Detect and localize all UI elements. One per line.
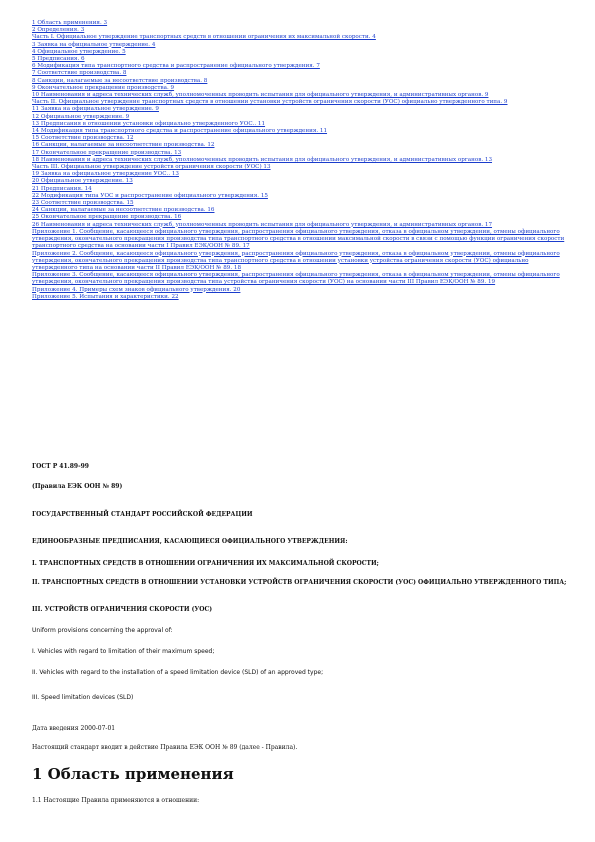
toc-link[interactable]: 16 Санкции, налагаемые за несоответствие производства. 12 xyxy=(32,142,215,149)
toc-link[interactable]: 3 Заявка на официальное утверждение. 4 xyxy=(32,41,156,48)
toc-link[interactable]: Часть II. Официальное утверждение транспортных средств в отношении установки устройств ограничения скорости (УОС) официально утвержденного типа. 9 xyxy=(32,99,508,106)
toc-link[interactable]: 25 Окончательное прекращение производства. 16 xyxy=(32,214,182,221)
english-item-3: III. Speed limitation devices (SLD) xyxy=(32,694,134,701)
toc-link[interactable]: 4 Официальное утверждение. 5 xyxy=(32,48,126,55)
toc-link[interactable]: 6 Модификация типа транспортного средства и распространение официального утверждения. 7 xyxy=(32,63,320,70)
english-item-1: I. Vehicles with regard to limitation of their maximum speed; xyxy=(32,648,215,655)
section-heading: 1 Область применения xyxy=(32,765,234,783)
toc-link[interactable]: 12 Официальное утверждение. 9 xyxy=(32,113,130,120)
toc-link[interactable]: Часть I. Официальное утверждение транспортных средств в отношении ограничения их максимальной скорости. 4 xyxy=(32,34,376,41)
toc-link[interactable]: Часть III. Официальное утверждение устройств ограничения скорости (УОС) 13 xyxy=(32,164,271,171)
toc-link[interactable]: 24 Санкции, налагаемые за несоответствие производства. 16 xyxy=(32,207,215,214)
toc-link[interactable]: 14 Модификация типа транспортного средства и распространение официального утверждения. 11 xyxy=(32,128,328,135)
toc-link[interactable]: 19 Заявка на официальное утверждение УОС.. 13 xyxy=(32,171,179,178)
standard-name: ГОСУДАРСТВЕННЫЙ СТАНДАРТ РОССИЙСКОЙ ФЕДЕРАЦИИ xyxy=(32,511,253,518)
toc-link[interactable]: Приложение 2. Сообщение, касающееся официального утверждения, распространения официального утверждения, отказа в официальном утверждении, отмены официального утверждения, окончательного прекращения производства типа транспортного средства в отношении установки устройства ограничения скорости (УОС) официально утвержденного типа на основании части II Правил ЕЭК/ООН № 89. 18 xyxy=(32,250,560,271)
toc-link[interactable]: 11 Заявка на официальное утверждение. 9 xyxy=(32,106,159,113)
toc-link[interactable]: 23 Соответствие производства. 15 xyxy=(32,200,134,207)
clause-1-1: 1.1 Настоящие Правила применяются в отношении: xyxy=(32,797,200,804)
toc-link[interactable]: 9 Окончательное прекращение производства. 9 xyxy=(32,84,175,91)
toc-link[interactable]: 20 Официальное утверждение. 13 xyxy=(32,178,133,185)
toc-link[interactable]: 1 Область применения. 3 xyxy=(32,20,108,26)
toc-link[interactable]: 22 Модификация типа УОС и распространение официального утверждения. 15 xyxy=(32,192,268,199)
title-part-3: III. УСТРОЙСТВ ОГРАНИЧЕНИЯ СКОРОСТИ (УОС) xyxy=(32,606,213,613)
english-intro: Uniform provisions concerning the approval of: xyxy=(32,627,173,634)
toc-link[interactable]: 17 Окончательное прекращение производства. 13 xyxy=(32,149,182,156)
document-title: ЕДИНООБРАЗНЫЕ ПРЕДПИСАНИЯ, КАСАЮЩИЕСЯ ОФИЦИАЛЬНОГО УТВЕРЖДЕНИЯ: xyxy=(32,538,348,545)
toc-link[interactable]: Приложение 1. Сообщение, касающееся официального утверждения, распространения официального утверждения, отказа в официальном утверждении, отмены официального утверждения, окончательного прекращения производства типа транспортного средства в отношении максимальной скорости в связи с помощью функции ограничения скорости транспортного средства на основании части I Правил ЕЭК/ООН № 89. 17 xyxy=(32,228,565,250)
toc-link[interactable]: 7 Соответствие производства. 8 xyxy=(32,70,127,77)
toc-link[interactable]: 26 Наименования и адреса технических служб, уполномоченных проводить испытания для официального утверждения, и административных органов. 17 xyxy=(32,221,493,228)
introduction-text: Настоящий стандарт вводит в действие Правила ЕЭК ООН № 89 (далее - Правила). xyxy=(32,744,298,751)
toc-link[interactable]: Приложение 4. Примеры схем знаков официального утверждения. 20 xyxy=(32,286,241,293)
rule-reference: (Правила ЕЭК ООН № 89) xyxy=(32,483,123,490)
toc-link[interactable]: 5 Предписания. 6 xyxy=(32,56,85,63)
introduction-date: Дата введения 2000-07-01 xyxy=(32,725,116,732)
title-part-1: I. ТРАНСПОРТНЫХ СРЕДСТВ В ОТНОШЕНИИ ОГРАНИЧЕНИЯ ИХ МАКСИМАЛЬНОЙ СКОРОСТИ; xyxy=(32,560,379,567)
toc-link[interactable]: 21 Предписания. 14 xyxy=(32,185,92,192)
toc-link[interactable]: Приложение 5. Испытания и характеристики. 22 xyxy=(32,293,179,300)
toc-link[interactable]: 8 Санкции, налагаемые за несоответствие производства. 8 xyxy=(32,77,208,84)
toc-link[interactable]: 13 Предписания в отношении установки официально утвержденного УОС.. 11 xyxy=(32,120,266,127)
toc-link[interactable]: 18 Наименования и адреса технических служб, уполномоченных проводить испытания для официального утверждения, и административных органов. 13 xyxy=(32,156,493,163)
title-part-2: II. ТРАНСПОРТНЫХ СРЕДСТВ В ОТНОШЕНИИ УСТАНОВКИ УСТРОЙСТВ ОГРАНИЧЕНИЯ СКОРОСТИ (УОС) ОФИЦИАЛЬНО УТВЕРЖДЕННОГО ТИПА; xyxy=(32,579,567,586)
gost-number: ГОСТ Р 41.89-99 xyxy=(32,463,89,470)
table-of-contents xyxy=(32,20,567,301)
toc-link[interactable]: 10 Наименования и адреса технических служб, уполномоченных проводить испытания для официального утверждения, и административных органов. 9 xyxy=(32,92,489,99)
toc-link[interactable]: 2 Определения. 3 xyxy=(32,27,85,34)
toc-link[interactable]: Приложение 3. Сообщение, касающееся официального утверждения, распространения официального утверждения, отказа в официальном утверждении, отмены официального утверждения, окончательного прекращения производства типа устройства ограничения скорости (УОС) на основании части III Правил ЕЭК/ООН № 89. 19 xyxy=(32,272,560,286)
toc-link[interactable]: 15 Соответствие производства. 12 xyxy=(32,135,134,142)
english-item-2: II. Vehicles with regard to the installation of a speed limitation device (SLD) of an approved type; xyxy=(32,669,324,676)
